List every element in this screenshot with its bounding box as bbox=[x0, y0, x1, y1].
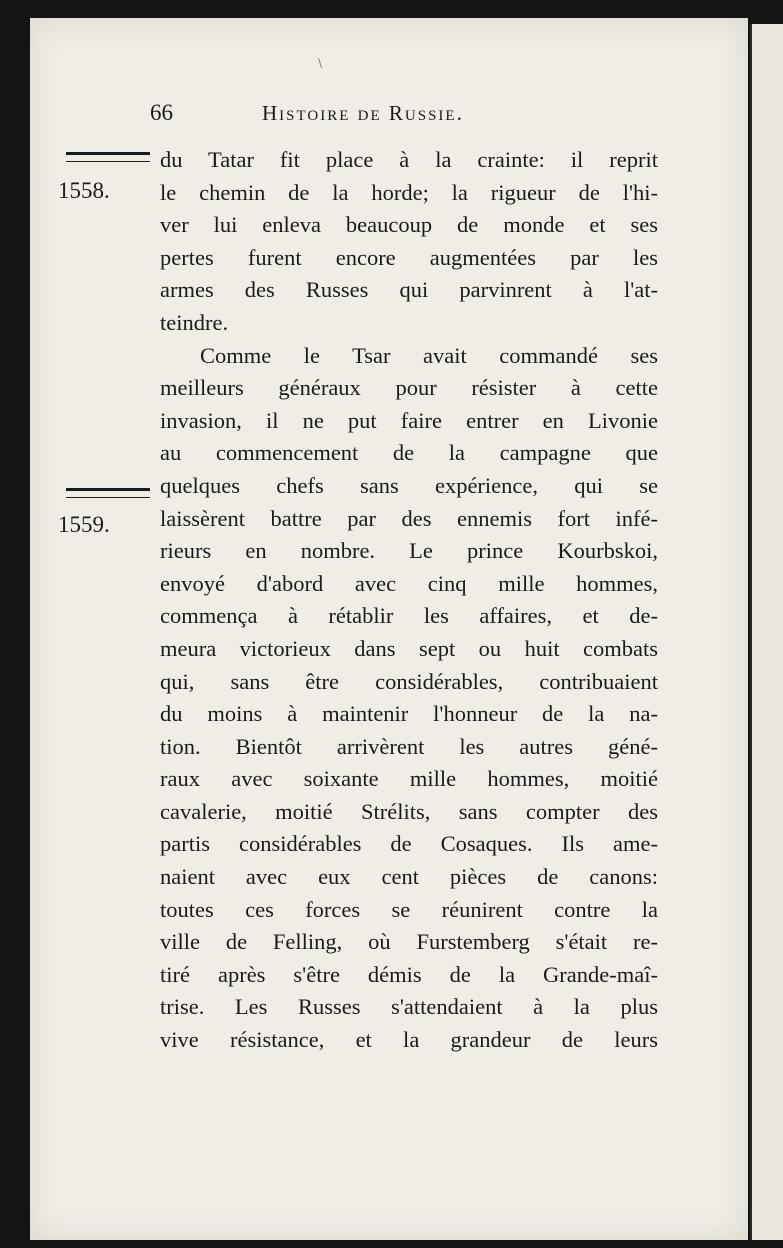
text-line: commença à rétablir les affaires, et de- bbox=[160, 603, 658, 629]
paper-speck: \ bbox=[318, 56, 323, 70]
text-line: rieurs en nombre. Le prince Kourbskoi, bbox=[160, 538, 658, 564]
running-title: Histoire de Russie. bbox=[262, 101, 464, 125]
text-line: toutes ces forces se réunirent contre la bbox=[160, 896, 658, 922]
text-line: tiré après s'être démis de la Grande-maî- bbox=[160, 961, 658, 987]
text-line: ver lui enleva beaucoup de monde et ses bbox=[160, 212, 658, 238]
text-line: laissèrent battre par des ennemis fort infé- bbox=[160, 505, 658, 531]
text-line: pertes furent encore augmentées par les bbox=[160, 244, 658, 270]
text-line: trise. Les Russes s'attendaient à la plus bbox=[160, 994, 658, 1020]
text-line: teindre. bbox=[160, 309, 229, 335]
text-line: invasion, il ne put faire entrer en Livonie bbox=[160, 407, 658, 433]
text-line: du moins à maintenir l'honneur de la na- bbox=[160, 701, 658, 727]
page-number: 66 bbox=[150, 100, 173, 125]
text-line: le chemin de la horde; la rigueur de l'hi- bbox=[160, 179, 658, 205]
text-line: vive résistance, et la grandeur de leurs bbox=[160, 1027, 658, 1053]
text-line: raux avec soixante mille hommes, moitié bbox=[160, 766, 658, 792]
text-line: meura victorieux dans sept ou huit combats bbox=[160, 635, 658, 661]
text-line: meilleurs généraux pour résister à cette bbox=[160, 375, 658, 401]
marginal-year: 1559. bbox=[58, 512, 110, 537]
text-line: quelques chefs sans expérience, qui se bbox=[160, 472, 658, 498]
text-line: Comme le Tsar avait commandé ses bbox=[200, 342, 658, 368]
marginal-rule bbox=[66, 152, 150, 162]
text-line: armes des Russes qui parvinrent à l'at- bbox=[160, 277, 658, 303]
text-line: partis considérables de Cosaques. Ils ame- bbox=[160, 831, 658, 857]
text-line: naient avec eux cent pièces de canons: bbox=[160, 864, 658, 890]
next-page-edge bbox=[750, 24, 783, 1240]
text-line: ville de Felling, où Furstemberg s'était re- bbox=[160, 929, 658, 955]
text-line: qui, sans être considérables, contribuaient bbox=[160, 668, 658, 694]
page-header bbox=[150, 100, 610, 130]
text-line: envoyé d'abord avec cinq mille hommes, bbox=[160, 570, 658, 596]
text-line: du Tatar fit place à la crainte: il reprit bbox=[160, 147, 658, 172]
text-line: tion. Bientôt arrivèrent les autres géné- bbox=[160, 733, 658, 759]
text-line: cavalerie, moitié Strélits, sans compter des bbox=[160, 798, 658, 824]
body-text bbox=[160, 144, 658, 1057]
marginal-rule bbox=[66, 488, 150, 498]
marginal-year: 1558. bbox=[58, 178, 110, 203]
text-line: au commencement de la campagne que bbox=[160, 440, 658, 466]
